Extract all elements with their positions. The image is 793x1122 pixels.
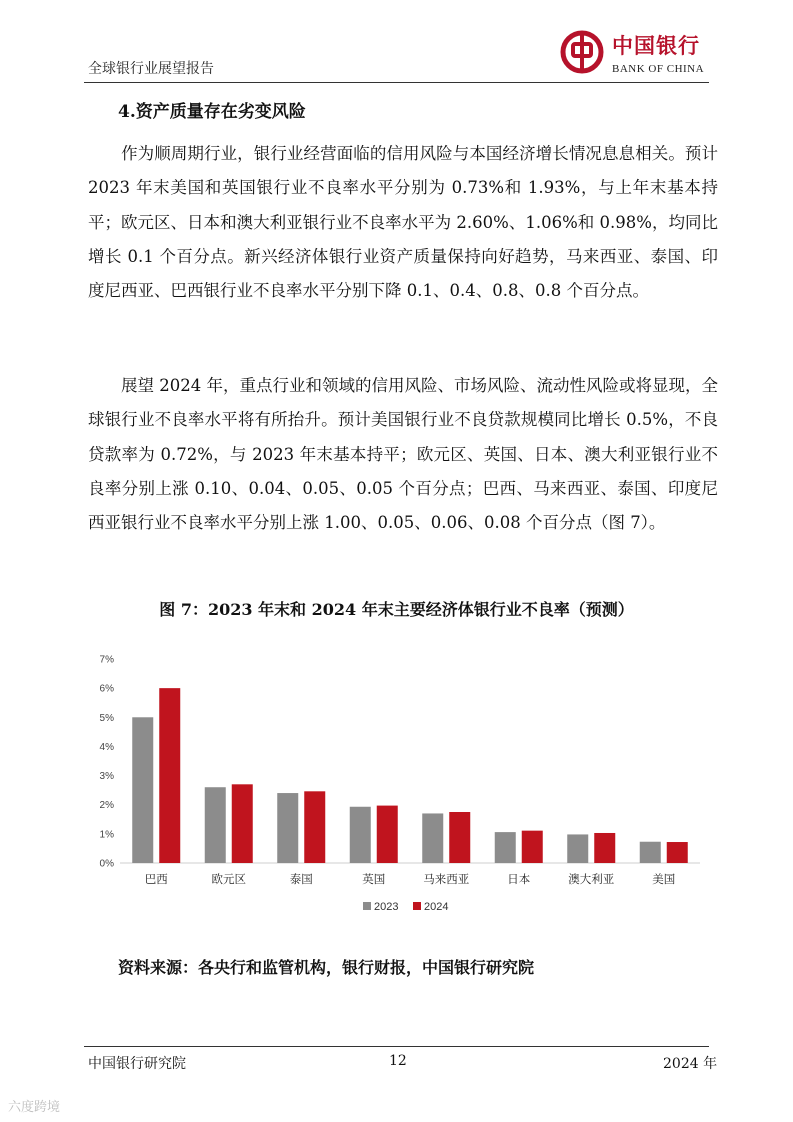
- bar-2024: [667, 842, 688, 863]
- watermark: 六度跨境: [8, 1100, 61, 1115]
- legend-swatch: [363, 902, 371, 910]
- bar-2023: [640, 842, 661, 863]
- bar-2023: [277, 793, 298, 863]
- source-note: 资料来源：各央行和监管机构，银行财报，中国银行研究院: [118, 958, 535, 977]
- bar-2023: [132, 717, 153, 863]
- bar-2024: [377, 806, 398, 863]
- category-label: 英国: [362, 872, 386, 886]
- bar-2024: [159, 688, 180, 863]
- legend-label: 2024: [424, 901, 449, 913]
- category-label: 澳大利亚: [568, 872, 615, 886]
- footer-institution: 中国银行研究院: [88, 1056, 186, 1072]
- bank-of-china-emblem-icon: [560, 30, 604, 74]
- page-number: 12: [389, 1053, 407, 1069]
- y-tick-label: 2%: [99, 800, 114, 812]
- header-divider: [84, 82, 709, 83]
- category-label: 日本: [507, 872, 531, 886]
- category-label: 欧元区: [211, 872, 246, 886]
- bar-2024: [522, 831, 543, 863]
- y-tick-label: 6%: [99, 683, 114, 695]
- category-label: 马来西亚: [423, 872, 470, 886]
- bar-2024: [594, 833, 615, 863]
- section-heading: 4.资产质量存在劣变风险: [118, 102, 306, 122]
- logo-english-text: BANK OF CHINA: [612, 63, 705, 75]
- npl-bar-chart: [80, 640, 720, 930]
- bar-2024: [304, 791, 325, 863]
- report-title: 全球银行业展望报告: [88, 61, 214, 77]
- bar-2023: [495, 832, 516, 863]
- category-label: 泰国: [289, 872, 313, 886]
- legend-swatch: [413, 902, 421, 910]
- paragraph-2-text: 展望 2024 年，重点行业和领域的信用风险、市场风险、流动性风险或将显现，全球银行业不良率水平将有所抬升。预计美国银行业不良贷款规模同比增长 0.5%，不良贷款率为 0.72%，与 2023 年末基本持平；欧元区、英国、日本、澳大利亚银行业不良率分别上涨 0.10、0.04、0.05、0.05 个百分点；巴西、马来西亚、泰国、印度尼西亚银行业不良率水平分别上涨 1.00、0.05、0.06、0.08 个百分点（图 7）。: [88, 376, 718, 533]
- footer-divider: [84, 1046, 709, 1047]
- category-label: 美国: [652, 872, 676, 886]
- y-tick-label: 4%: [99, 741, 114, 753]
- y-tick-label: 1%: [99, 829, 114, 841]
- y-tick-label: 7%: [99, 654, 114, 666]
- figure-title: 图 7：2023 年末和 2024 年末主要经济体银行业不良率（预测）: [159, 600, 634, 619]
- bar-2024: [232, 784, 253, 863]
- y-tick-label: 5%: [99, 712, 114, 724]
- logo-chinese-text: 中国银行: [612, 33, 700, 58]
- category-label: 巴西: [144, 872, 168, 886]
- legend-label: 2023: [374, 901, 399, 913]
- bar-2023: [205, 787, 226, 863]
- bar-2024: [449, 812, 470, 863]
- paragraph-1-text: 作为顺周期行业，银行业经营面临的信用风险与本国经济增长情况息息相关。预计 2023 年末美国和英国银行业不良率水平分别为 0.73%和 1.93%，与上年末基本持平；欧元区、日本和澳大利亚银行业不良率水平为 2.60%、1.06%和 0.98%，均同比增长 0.1 个百分点。新兴经济体银行业资产质量保持向好趋势，马来西亚、泰国、印度尼西亚、巴西银行业不良率水平分别下降 0.1、0.4、0.8、0.8 个百分点。: [88, 144, 718, 301]
- bank-logo: [560, 30, 720, 80]
- paragraph-1: [88, 137, 718, 308]
- bar-2023: [422, 813, 443, 863]
- bar-2023: [350, 807, 371, 863]
- bar-2023: [567, 834, 588, 863]
- y-tick-label: 3%: [99, 771, 114, 783]
- footer-year: 2024 年: [663, 1056, 718, 1072]
- y-tick-label: 0%: [99, 858, 114, 870]
- paragraph-2: [88, 369, 718, 540]
